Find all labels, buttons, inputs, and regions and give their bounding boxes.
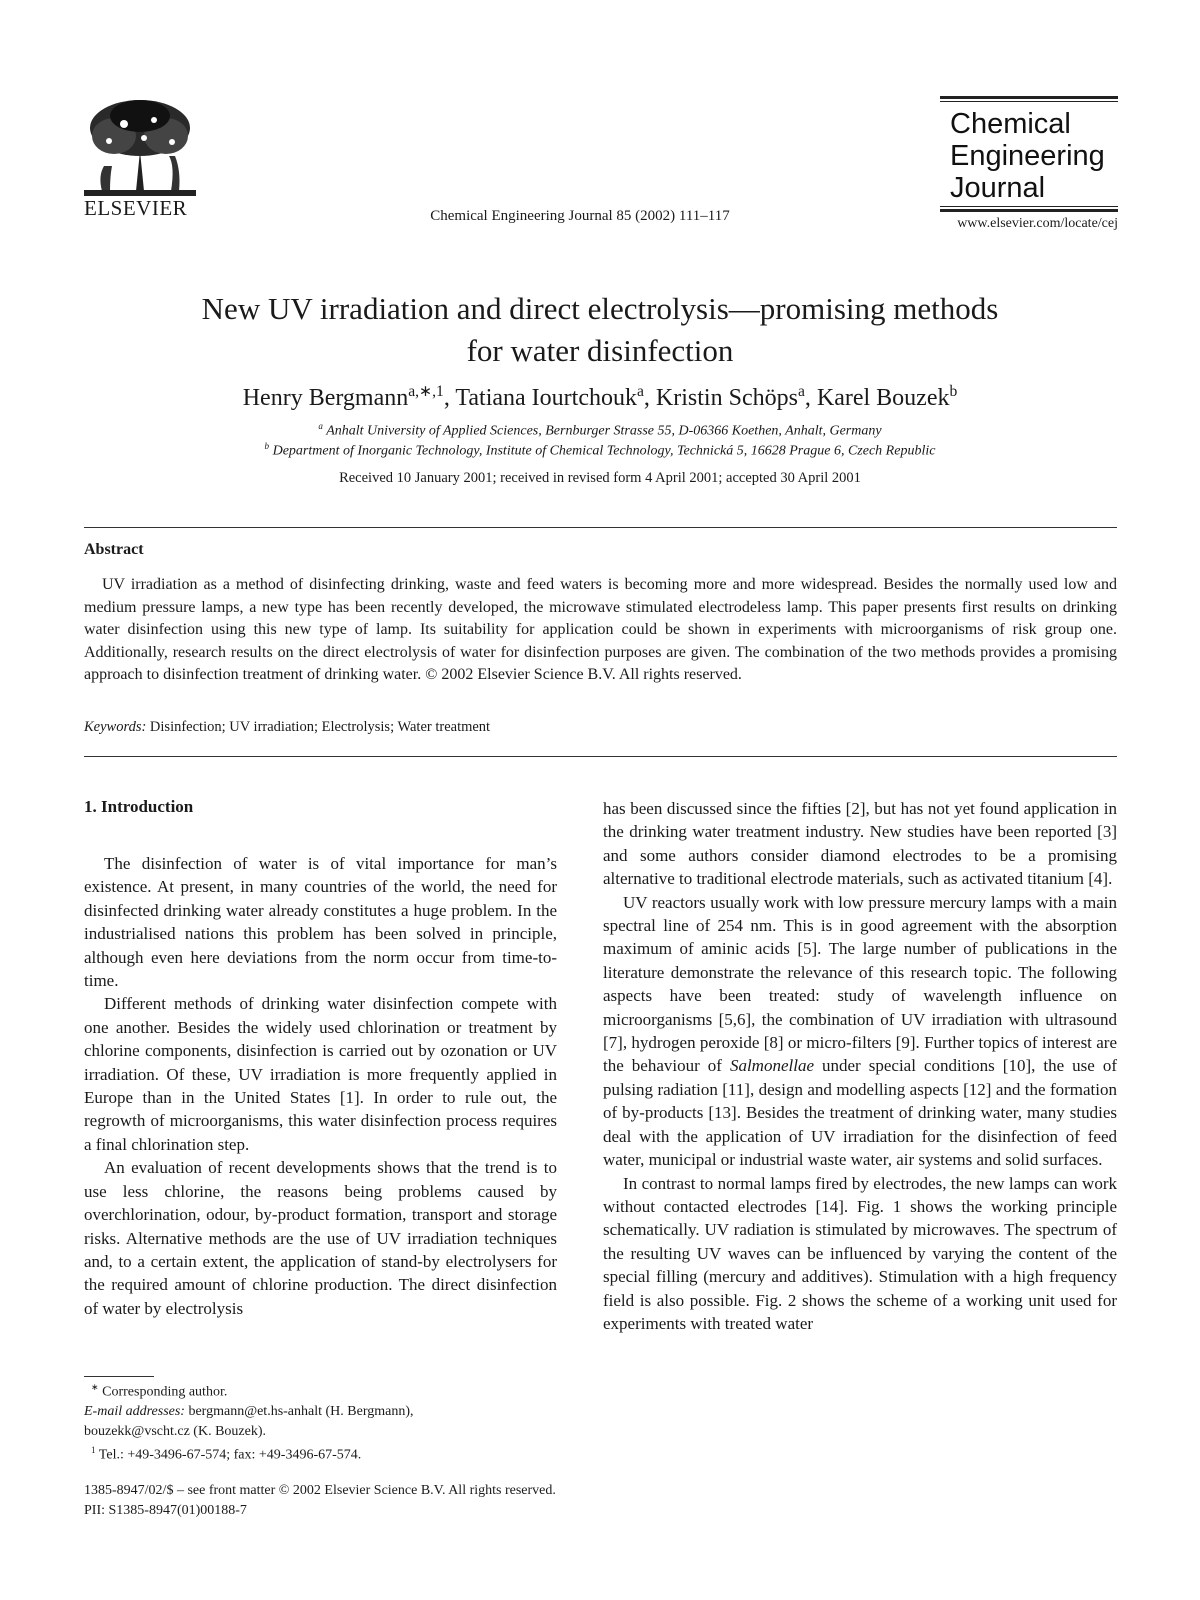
right-column xyxy=(603,797,1117,1335)
abstract-text: UV irradiation as a method of disinfecting drinking, waste and feed waters is becoming more and more widespread. Besides the normally used low and medium pressure lamps, a new type has been recently developed, the microwave stimulated electrodeless lamp. This paper presents first results on drinking water disinfection using this new type of lamp. Its suitability for application could be shown in experiments with microorganisms of risk group one. Additionally, research results on the direct electrolysis of water for disinfection purposes are given. The combination of the two methods provides a promising approach to disinfection treatment of drinking water. © 2002 Elsevier Science B.V. All rights reserved. xyxy=(84,576,1117,683)
affiliation-mark: a xyxy=(318,421,323,431)
keywords-label: Keywords: xyxy=(84,719,147,735)
publisher-wordmark: ELSEVIER xyxy=(84,196,188,220)
author-list: Henry Bergmann$^{a,∗,1}$, Tatiana Iourtchouk$^a$, Kristin Schöps$^a$, Karel Bouzek$^b$ xyxy=(242,383,958,411)
journal-url[interactable]: www.elsevier.com/locate/cej xyxy=(957,216,1118,231)
email-address[interactable]: bouzekk@vscht.cz (K. Bouzek). xyxy=(84,1423,266,1439)
footnote-rule xyxy=(84,1376,154,1377)
journal-citation: Chemical Engineering Journal 85 (2002) 111–117 xyxy=(430,208,730,224)
issn-line: 1385-8947/02/$ – see front matter © 2002 Elsevier Science B.V. All rights reserved. xyxy=(84,1483,556,1498)
received-dates: Received 10 January 2001; received in revised form 4 April 2001; accepted 30 April 2001 xyxy=(339,470,861,486)
footnote-corresponding: ∗ Corresponding author. xyxy=(91,1382,228,1400)
author-name: Tatiana Iourtchouk xyxy=(455,385,637,411)
paragraph: Different methods of drinking water disinfection compete with one another. Besides the widely used chlorination or treatment by chlorine components, disinfection is carried out by ozonation or UV irradiation. Of these, UV irradiation is more frequently applied in Europe than in the United States [1]. In order to rule out, the regrowth of microorganisms, this water disinfection process requires a final chlorination step. xyxy=(84,994,557,1154)
divider-top xyxy=(84,527,1117,528)
paragraph: In contrast to normal lamps fired by electrodes, the new lamps can work without contacted electrodes [14]. Fig. 1 shows the working principle schematically. UV radiation is stimulated by microwaves. The spectrum of the resulting UV waves can be influenced by varying the content of the special filling (mercury and additives). Stimulation with a high frequency field is also possible. Fig. 2 shows the scheme of a working unit used for experiments with treated water xyxy=(603,1173,1117,1333)
affiliation-text: Department of Inorganic Technology, Institute of Chemical Technology, Technická 5, 16628 Prague 6, Czech Republic xyxy=(272,443,936,459)
logo-rule-top xyxy=(940,96,1118,99)
keywords xyxy=(84,719,490,736)
paragraph-text: under special conditions [10], the use of pulsing radiation [11], design and modelling aspects [12] and the formation of by-products [13]. Besides the treatment of drinking water, many studies deal with the application of UV irradiation for the disinfection of feed water, municipal or industrial waste water, air systems and solid surfaces. xyxy=(603,1056,1117,1170)
paragraph-text: UV reactors usually work with low pressure mercury lamps with a main spectral line of 254 nm. This is in good agreement with the absorption maximum of aminic acids [5]. The large number of publications in the literature demonstrate the relevance of this research topic. The following aspects have been treated: study of wavelength influence on microorganisms [5,6], the combination of UV irradiation with ultrasound [7], hydrogen peroxide [8] or micro-filters [9]. Further topics of interest are the behaviour of xyxy=(603,892,1117,1076)
email-label: E-mail addresses: xyxy=(84,1404,185,1420)
footnotes xyxy=(84,1378,564,1465)
footnote-text: Corresponding author. xyxy=(102,1384,228,1400)
page-footer xyxy=(84,1481,556,1520)
logo-line-1: Chemical xyxy=(950,108,1071,140)
title-line-1: New UV irradiation and direct electrolysis—promising methods xyxy=(201,291,999,326)
left-column xyxy=(84,852,557,1320)
pii-line: PII: S1385-8947(01)00188-7 xyxy=(84,1502,247,1518)
paragraph: The disinfection of water is of vital importance for man’s existence. At present, in many countries of the world, the need for disinfected drinking water already constitutes a huge problem. In the industrialised nations this problem has been solved in principle, although even here deviations from the norm occur from time-to-time. xyxy=(84,854,557,991)
author-name: Kristin Schöps xyxy=(655,385,798,411)
logo-rule-bottom xyxy=(940,209,1118,212)
affiliation-mark: b xyxy=(264,441,270,451)
divider-bottom xyxy=(84,756,1117,757)
author-name: Henry Bergmann xyxy=(242,385,409,411)
journal-logo-text xyxy=(940,104,1118,206)
footnote-tel: $^1$ Tel.: +49-3496-67-574; fax: +49-3496-67-574. xyxy=(91,1445,362,1463)
affiliation-a xyxy=(100,421,1100,440)
footnote-text: Tel.: +49-3496-67-574; fax: +49-3496-67-574. xyxy=(98,1447,362,1463)
author-mark: b xyxy=(949,383,958,400)
elsevier-logo xyxy=(84,96,202,221)
paragraph xyxy=(603,891,1117,1172)
affiliation-b xyxy=(100,441,1100,460)
affiliation-text: Anhalt University of Applied Sciences, Bernburger Strasse 55, D-06366 Koethen, Anhalt, Germany xyxy=(326,423,882,439)
paragraph: An evaluation of recent developments shows that the trend is to use less chlorine, the reasons being problems caused by overchlorination, odour, by-product formation, transport and storage risks. Alternative methods are the use of UV irradiation techniques and, to a certain extent, the application of stand-by electrolysers for the required amount of chlorine production. The direct disinfection of water by electrolysis xyxy=(84,1158,557,1318)
logo-line-3: Journal xyxy=(950,172,1046,204)
journal-logo xyxy=(940,96,1118,232)
elsevier-tree-icon xyxy=(84,96,196,196)
author-mark: a xyxy=(797,383,805,400)
logo-line-2: Engineering xyxy=(950,140,1105,172)
title-line-2: for water disinfection xyxy=(466,333,734,368)
paragraph: has been discussed since the fifties [2], but has not yet found application in the drinking water treatment industry. New studies have been reported [3] and some authors consider diamond electrodes to be a promising alternative to traditional electrode materials, such as activated titanium [4]. xyxy=(603,799,1117,889)
email-address[interactable]: bergmann@et.hs-anhalt (H. Bergmann), xyxy=(188,1404,414,1420)
footnote-email xyxy=(84,1402,564,1422)
author-mark: a xyxy=(637,383,644,400)
author-mark: a,∗,1 xyxy=(408,383,444,400)
author-name: Karel Bouzek xyxy=(816,385,950,411)
logo-rule-bottom-thin xyxy=(940,206,1118,207)
italic-term: Salmonellae xyxy=(729,1056,814,1076)
keywords-list: Disinfection; UV irradiation; Electrolysis; Water treatment xyxy=(149,719,491,735)
logo-rule-top-thin xyxy=(940,101,1118,102)
article-title xyxy=(120,288,1080,372)
section-heading-introduction: 1. Introduction xyxy=(84,797,194,816)
abstract-heading: Abstract xyxy=(84,541,144,558)
